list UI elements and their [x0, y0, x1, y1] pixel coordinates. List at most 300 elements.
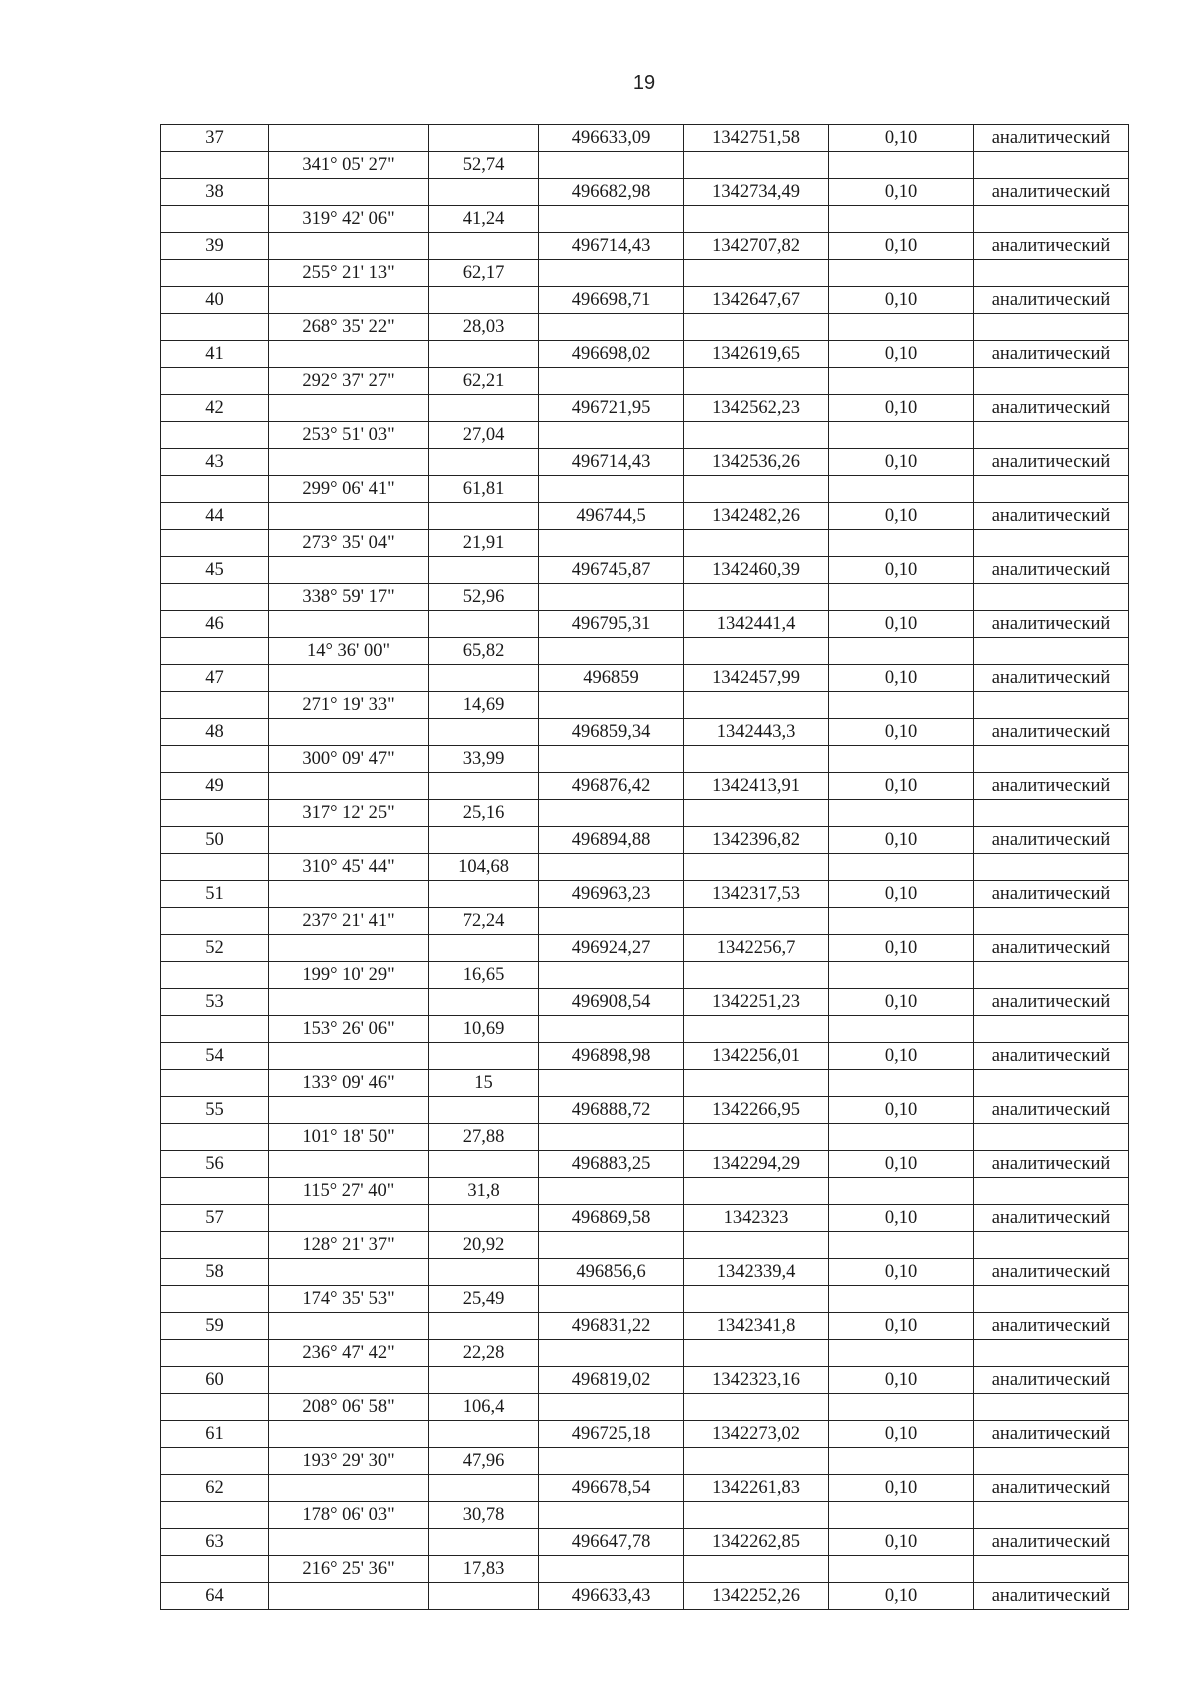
method-cell: [974, 908, 1129, 935]
accuracy-cell: [829, 1016, 974, 1043]
coordinate-x-cell: 496819,02: [539, 1367, 684, 1394]
table-row-point: [161, 179, 1129, 206]
point-number-cell: 56: [161, 1151, 269, 1178]
segment-length-cell: [429, 827, 539, 854]
table-row-segment: [161, 1286, 1129, 1313]
segment-length-cell: [429, 1097, 539, 1124]
method-cell: аналитический: [974, 1259, 1129, 1286]
segment-length-cell: [429, 179, 539, 206]
table-row-point: [161, 773, 1129, 800]
segment-length-cell: 21,91: [429, 530, 539, 557]
coordinate-y-cell: [684, 206, 829, 233]
accuracy-cell: 0,10: [829, 503, 974, 530]
method-cell: аналитический: [974, 1205, 1129, 1232]
coordinate-x-cell: [539, 1340, 684, 1367]
table-row-segment: [161, 1124, 1129, 1151]
coordinate-x-cell: [539, 1070, 684, 1097]
accuracy-cell: [829, 260, 974, 287]
direction-angle-cell: [269, 503, 429, 530]
coordinate-y-cell: [684, 1448, 829, 1475]
table-row-segment: [161, 152, 1129, 179]
coordinate-y-cell: 1342460,39: [684, 557, 829, 584]
accuracy-cell: 0,10: [829, 989, 974, 1016]
method-cell: аналитический: [974, 557, 1129, 584]
segment-length-cell: 20,92: [429, 1232, 539, 1259]
method-cell: аналитический: [974, 503, 1129, 530]
coordinate-x-cell: 496876,42: [539, 773, 684, 800]
coordinate-y-cell: 1342317,53: [684, 881, 829, 908]
point-number-cell: [161, 584, 269, 611]
direction-angle-cell: [269, 1097, 429, 1124]
table-row-segment: [161, 746, 1129, 773]
coordinate-x-cell: 496883,25: [539, 1151, 684, 1178]
coordinate-y-cell: 1342323,16: [684, 1367, 829, 1394]
table-row-segment: [161, 476, 1129, 503]
direction-angle-cell: [269, 557, 429, 584]
segment-length-cell: [429, 1421, 539, 1448]
table-row-segment: [161, 260, 1129, 287]
table-row-point: [161, 1313, 1129, 1340]
table-row-point: [161, 1421, 1129, 1448]
point-number-cell: [161, 368, 269, 395]
accuracy-cell: 0,10: [829, 449, 974, 476]
coordinate-x-cell: [539, 800, 684, 827]
coordinate-x-cell: [539, 152, 684, 179]
coordinate-y-cell: [684, 1178, 829, 1205]
coordinate-x-cell: 496888,72: [539, 1097, 684, 1124]
accuracy-cell: [829, 422, 974, 449]
table-row-point: [161, 1043, 1129, 1070]
segment-length-cell: [429, 881, 539, 908]
coordinate-y-cell: 1342396,82: [684, 827, 829, 854]
table-row-point: [161, 395, 1129, 422]
segment-length-cell: 52,96: [429, 584, 539, 611]
table-row-segment: [161, 962, 1129, 989]
accuracy-cell: [829, 206, 974, 233]
accuracy-cell: 0,10: [829, 557, 974, 584]
point-number-cell: 39: [161, 233, 269, 260]
coordinate-x-cell: [539, 1124, 684, 1151]
method-cell: аналитический: [974, 179, 1129, 206]
segment-length-cell: 72,24: [429, 908, 539, 935]
coordinate-x-cell: [539, 260, 684, 287]
method-cell: [974, 1124, 1129, 1151]
coordinate-y-cell: [684, 638, 829, 665]
coordinate-y-cell: [684, 584, 829, 611]
table-row-point: [161, 881, 1129, 908]
table-row-point: [161, 233, 1129, 260]
segment-length-cell: 62,21: [429, 368, 539, 395]
direction-angle-cell: 101° 18' 50": [269, 1124, 429, 1151]
point-number-cell: [161, 1340, 269, 1367]
point-number-cell: 40: [161, 287, 269, 314]
point-number-cell: [161, 1556, 269, 1583]
point-number-cell: [161, 962, 269, 989]
coordinate-y-cell: [684, 1232, 829, 1259]
direction-angle-cell: 338° 59' 17": [269, 584, 429, 611]
coordinate-y-cell: [684, 800, 829, 827]
segment-length-cell: [429, 773, 539, 800]
method-cell: [974, 1556, 1129, 1583]
segment-length-cell: 25,16: [429, 800, 539, 827]
table-row-point: [161, 827, 1129, 854]
coordinate-y-cell: [684, 1124, 829, 1151]
coordinate-y-cell: [684, 152, 829, 179]
method-cell: [974, 422, 1129, 449]
point-number-cell: [161, 1394, 269, 1421]
coordinate-y-cell: [684, 908, 829, 935]
table-row-segment: [161, 584, 1129, 611]
coordinate-y-cell: 1342294,29: [684, 1151, 829, 1178]
point-number-cell: 41: [161, 341, 269, 368]
point-number-cell: [161, 1286, 269, 1313]
segment-length-cell: 30,78: [429, 1502, 539, 1529]
segment-length-cell: 65,82: [429, 638, 539, 665]
point-number-cell: 54: [161, 1043, 269, 1070]
coordinate-y-cell: 1342273,02: [684, 1421, 829, 1448]
accuracy-cell: 0,10: [829, 179, 974, 206]
coordinate-y-cell: [684, 962, 829, 989]
coordinate-x-cell: 496869,58: [539, 1205, 684, 1232]
method-cell: [974, 854, 1129, 881]
method-cell: [974, 1394, 1129, 1421]
direction-angle-cell: 299° 06' 41": [269, 476, 429, 503]
segment-length-cell: [429, 1151, 539, 1178]
method-cell: аналитический: [974, 341, 1129, 368]
method-cell: аналитический: [974, 935, 1129, 962]
coordinate-x-cell: [539, 1178, 684, 1205]
direction-angle-cell: 317° 12' 25": [269, 800, 429, 827]
coordinate-x-cell: [539, 1556, 684, 1583]
segment-length-cell: [429, 665, 539, 692]
direction-angle-cell: [269, 125, 429, 152]
segment-length-cell: [429, 1313, 539, 1340]
point-number-cell: 38: [161, 179, 269, 206]
direction-angle-cell: 273° 35' 04": [269, 530, 429, 557]
coordinate-y-cell: 1342482,26: [684, 503, 829, 530]
accuracy-cell: [829, 908, 974, 935]
accuracy-cell: [829, 1448, 974, 1475]
segment-length-cell: 41,24: [429, 206, 539, 233]
table-row-point: [161, 935, 1129, 962]
segment-length-cell: 31,8: [429, 1178, 539, 1205]
segment-length-cell: [429, 125, 539, 152]
coordinate-x-cell: [539, 638, 684, 665]
direction-angle-cell: [269, 287, 429, 314]
method-cell: [974, 1178, 1129, 1205]
table-row-point: [161, 611, 1129, 638]
table-row-point: [161, 1259, 1129, 1286]
accuracy-cell: [829, 584, 974, 611]
coordinate-y-cell: 1342341,8: [684, 1313, 829, 1340]
point-number-cell: [161, 638, 269, 665]
table-row-segment: [161, 1502, 1129, 1529]
point-number-cell: [161, 908, 269, 935]
coordinate-x-cell: 496647,78: [539, 1529, 684, 1556]
coordinate-x-cell: 496856,6: [539, 1259, 684, 1286]
point-number-cell: 45: [161, 557, 269, 584]
direction-angle-cell: [269, 1151, 429, 1178]
coordinate-y-cell: [684, 1016, 829, 1043]
coordinate-y-cell: 1342256,7: [684, 935, 829, 962]
point-number-cell: [161, 476, 269, 503]
accuracy-cell: 0,10: [829, 1313, 974, 1340]
coordinate-y-cell: 1342734,49: [684, 179, 829, 206]
coordinate-y-cell: 1342443,3: [684, 719, 829, 746]
coordinate-x-cell: 496725,18: [539, 1421, 684, 1448]
point-number-cell: [161, 1016, 269, 1043]
segment-length-cell: 52,74: [429, 152, 539, 179]
point-number-cell: 43: [161, 449, 269, 476]
coordinate-y-cell: 1342457,99: [684, 665, 829, 692]
segment-length-cell: 61,81: [429, 476, 539, 503]
method-cell: [974, 152, 1129, 179]
accuracy-cell: [829, 800, 974, 827]
table-row-segment: [161, 692, 1129, 719]
accuracy-cell: 0,10: [829, 935, 974, 962]
coordinate-y-cell: [684, 368, 829, 395]
accuracy-cell: [829, 1124, 974, 1151]
point-number-cell: 44: [161, 503, 269, 530]
coordinate-x-cell: 496682,98: [539, 179, 684, 206]
direction-angle-cell: [269, 719, 429, 746]
method-cell: [974, 638, 1129, 665]
accuracy-cell: 0,10: [829, 233, 974, 260]
coordinate-y-cell: [684, 314, 829, 341]
method-cell: аналитический: [974, 287, 1129, 314]
point-number-cell: [161, 1448, 269, 1475]
accuracy-cell: [829, 746, 974, 773]
point-number-cell: 61: [161, 1421, 269, 1448]
table-row-segment: [161, 1070, 1129, 1097]
point-number-cell: [161, 692, 269, 719]
table-row-segment: [161, 422, 1129, 449]
coordinates-table: [160, 124, 1129, 1610]
segment-length-cell: [429, 1583, 539, 1610]
direction-angle-cell: 174° 35' 53": [269, 1286, 429, 1313]
method-cell: аналитический: [974, 1421, 1129, 1448]
accuracy-cell: [829, 1232, 974, 1259]
method-cell: [974, 314, 1129, 341]
segment-length-cell: [429, 1205, 539, 1232]
segment-length-cell: 104,68: [429, 854, 539, 881]
coordinate-y-cell: 1342256,01: [684, 1043, 829, 1070]
coordinate-x-cell: 496924,27: [539, 935, 684, 962]
accuracy-cell: [829, 1394, 974, 1421]
coordinate-x-cell: 496795,31: [539, 611, 684, 638]
method-cell: [974, 1448, 1129, 1475]
coordinate-y-cell: [684, 1502, 829, 1529]
method-cell: аналитический: [974, 1043, 1129, 1070]
accuracy-cell: [829, 1340, 974, 1367]
coordinate-x-cell: [539, 1394, 684, 1421]
coordinate-x-cell: [539, 422, 684, 449]
segment-length-cell: 33,99: [429, 746, 539, 773]
method-cell: [974, 800, 1129, 827]
table-row-point: [161, 1097, 1129, 1124]
direction-angle-cell: 216° 25' 36": [269, 1556, 429, 1583]
coordinate-y-cell: 1342339,4: [684, 1259, 829, 1286]
accuracy-cell: 0,10: [829, 773, 974, 800]
direction-angle-cell: [269, 611, 429, 638]
coordinate-y-cell: 1342536,26: [684, 449, 829, 476]
method-cell: аналитический: [974, 1151, 1129, 1178]
accuracy-cell: [829, 314, 974, 341]
point-number-cell: 49: [161, 773, 269, 800]
method-cell: аналитический: [974, 611, 1129, 638]
accuracy-cell: 0,10: [829, 1151, 974, 1178]
coordinate-x-cell: [539, 962, 684, 989]
point-number-cell: 59: [161, 1313, 269, 1340]
direction-angle-cell: [269, 989, 429, 1016]
coordinate-y-cell: 1342707,82: [684, 233, 829, 260]
table-row-point: [161, 1475, 1129, 1502]
segment-length-cell: [429, 1259, 539, 1286]
segment-length-cell: [429, 1367, 539, 1394]
point-number-cell: [161, 260, 269, 287]
coordinate-x-cell: 496744,5: [539, 503, 684, 530]
table-row-segment: [161, 530, 1129, 557]
coordinate-x-cell: 496894,88: [539, 827, 684, 854]
accuracy-cell: 0,10: [829, 1421, 974, 1448]
table-row-point: [161, 449, 1129, 476]
accuracy-cell: 0,10: [829, 341, 974, 368]
coordinate-y-cell: [684, 1070, 829, 1097]
segment-length-cell: [429, 1475, 539, 1502]
coordinate-y-cell: [684, 260, 829, 287]
accuracy-cell: [829, 476, 974, 503]
accuracy-cell: [829, 1556, 974, 1583]
coordinate-y-cell: 1342441,4: [684, 611, 829, 638]
direction-angle-cell: 199° 10' 29": [269, 962, 429, 989]
direction-angle-cell: 268° 35' 22": [269, 314, 429, 341]
method-cell: [974, 1286, 1129, 1313]
accuracy-cell: 0,10: [829, 1259, 974, 1286]
point-number-cell: 47: [161, 665, 269, 692]
method-cell: [974, 962, 1129, 989]
direction-angle-cell: 128° 21' 37": [269, 1232, 429, 1259]
point-number-cell: [161, 152, 269, 179]
method-cell: [974, 692, 1129, 719]
table-row-segment: [161, 1340, 1129, 1367]
coordinate-y-cell: 1342262,85: [684, 1529, 829, 1556]
table-row-point: [161, 503, 1129, 530]
table-row-point: [161, 287, 1129, 314]
table-row-point: [161, 989, 1129, 1016]
point-number-cell: [161, 746, 269, 773]
coordinate-x-cell: [539, 530, 684, 557]
method-cell: аналитический: [974, 1475, 1129, 1502]
coordinate-x-cell: 496831,22: [539, 1313, 684, 1340]
coordinate-x-cell: 496698,71: [539, 287, 684, 314]
method-cell: аналитический: [974, 881, 1129, 908]
direction-angle-cell: 237° 21' 41": [269, 908, 429, 935]
coordinate-y-cell: 1342619,65: [684, 341, 829, 368]
table-row-segment: [161, 1016, 1129, 1043]
point-number-cell: 57: [161, 1205, 269, 1232]
point-number-cell: 37: [161, 125, 269, 152]
direction-angle-cell: [269, 935, 429, 962]
direction-angle-cell: 178° 06' 03": [269, 1502, 429, 1529]
segment-length-cell: 15: [429, 1070, 539, 1097]
point-number-cell: 46: [161, 611, 269, 638]
direction-angle-cell: 236° 47' 42": [269, 1340, 429, 1367]
method-cell: аналитический: [974, 1529, 1129, 1556]
table-row-segment: [161, 206, 1129, 233]
accuracy-cell: 0,10: [829, 1097, 974, 1124]
table-row-segment: [161, 908, 1129, 935]
method-cell: аналитический: [974, 719, 1129, 746]
point-number-cell: [161, 422, 269, 449]
segment-length-cell: [429, 989, 539, 1016]
segment-length-cell: 14,69: [429, 692, 539, 719]
point-number-cell: 52: [161, 935, 269, 962]
coordinate-y-cell: 1342252,26: [684, 1583, 829, 1610]
point-number-cell: 51: [161, 881, 269, 908]
direction-angle-cell: [269, 179, 429, 206]
point-number-cell: 48: [161, 719, 269, 746]
coordinate-y-cell: 1342562,23: [684, 395, 829, 422]
point-number-cell: [161, 1232, 269, 1259]
coordinate-x-cell: 496633,09: [539, 125, 684, 152]
coordinate-x-cell: [539, 368, 684, 395]
direction-angle-cell: [269, 1043, 429, 1070]
point-number-cell: [161, 800, 269, 827]
table-row-segment: [161, 1232, 1129, 1259]
method-cell: аналитический: [974, 1367, 1129, 1394]
direction-angle-cell: [269, 1205, 429, 1232]
accuracy-cell: [829, 1286, 974, 1313]
method-cell: аналитический: [974, 989, 1129, 1016]
direction-angle-cell: 300° 09' 47": [269, 746, 429, 773]
method-cell: [974, 1340, 1129, 1367]
point-number-cell: [161, 1178, 269, 1205]
direction-angle-cell: [269, 449, 429, 476]
table-row-point: [161, 1151, 1129, 1178]
method-cell: аналитический: [974, 665, 1129, 692]
direction-angle-cell: [269, 1313, 429, 1340]
direction-angle-cell: [269, 1475, 429, 1502]
coordinate-y-cell: [684, 854, 829, 881]
method-cell: аналитический: [974, 1097, 1129, 1124]
direction-angle-cell: 253° 51' 03": [269, 422, 429, 449]
table-row-point: [161, 341, 1129, 368]
accuracy-cell: 0,10: [829, 881, 974, 908]
direction-angle-cell: 310° 45' 44": [269, 854, 429, 881]
direction-angle-cell: 271° 19' 33": [269, 692, 429, 719]
accuracy-cell: [829, 530, 974, 557]
coordinate-y-cell: [684, 422, 829, 449]
method-cell: [974, 1016, 1129, 1043]
method-cell: [974, 368, 1129, 395]
coordinate-x-cell: 496714,43: [539, 449, 684, 476]
method-cell: [974, 584, 1129, 611]
accuracy-cell: 0,10: [829, 395, 974, 422]
segment-length-cell: 47,96: [429, 1448, 539, 1475]
point-number-cell: 63: [161, 1529, 269, 1556]
direction-angle-cell: [269, 1583, 429, 1610]
table-row-point: [161, 719, 1129, 746]
method-cell: [974, 1070, 1129, 1097]
segment-length-cell: 10,69: [429, 1016, 539, 1043]
table-row-segment: [161, 1556, 1129, 1583]
segment-length-cell: [429, 233, 539, 260]
point-number-cell: 64: [161, 1583, 269, 1610]
segment-length-cell: [429, 449, 539, 476]
accuracy-cell: 0,10: [829, 287, 974, 314]
table-row-segment: [161, 314, 1129, 341]
coordinate-x-cell: [539, 314, 684, 341]
